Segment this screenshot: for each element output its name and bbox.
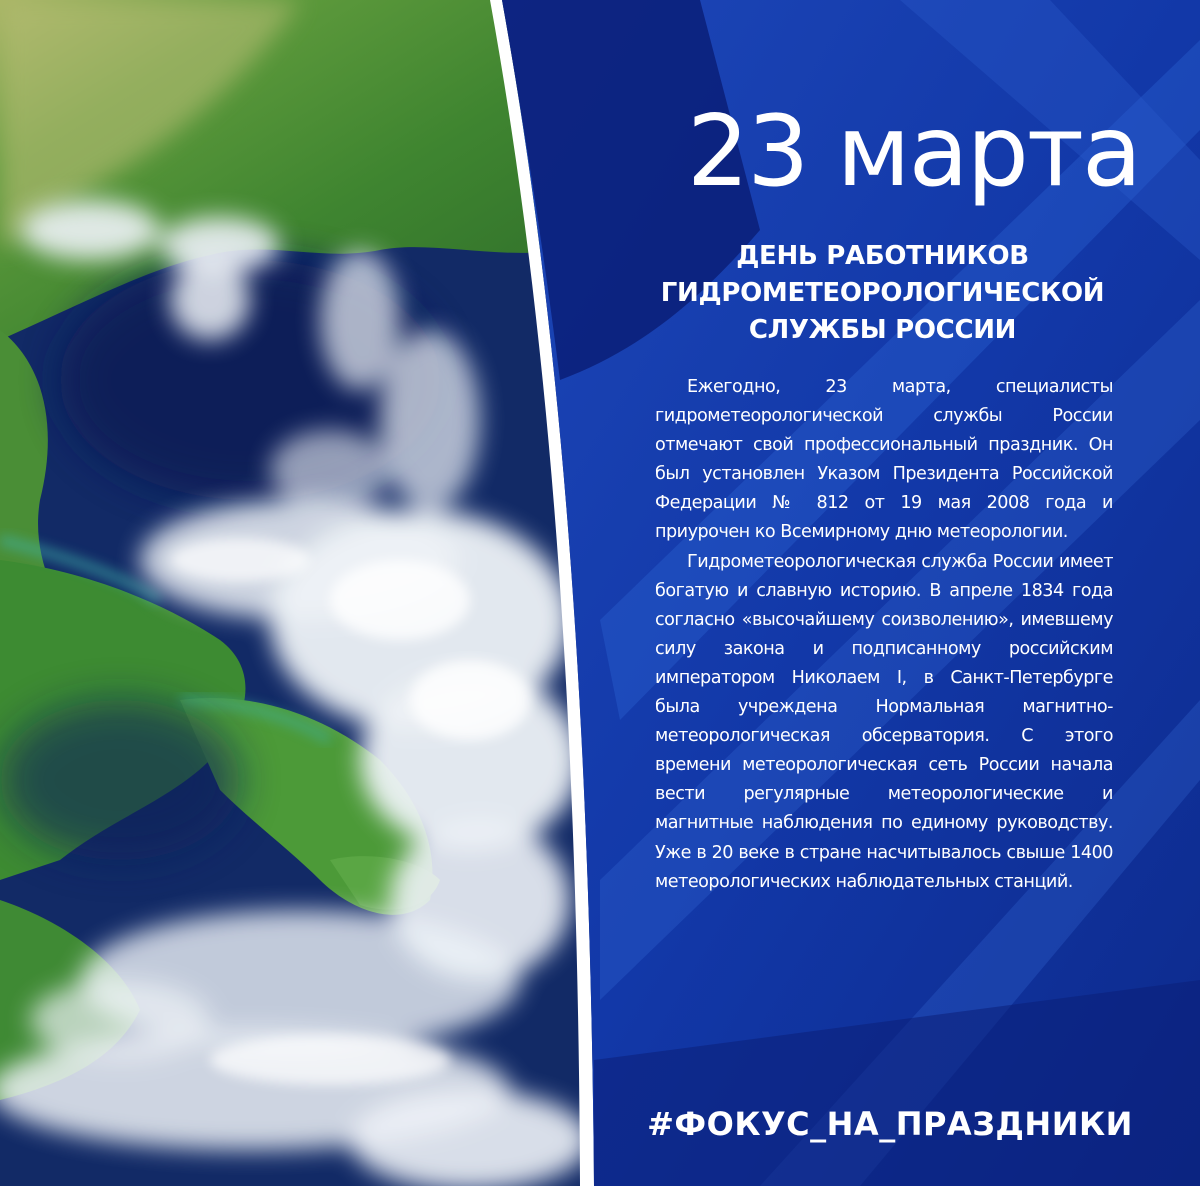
paragraph-1: Ежегодно, 23 марта, специалисты гидрометеорологической службы России отмечают свой профессиональный праздник. Он был установлен Указом Президента Российской Федерации № 812 от 19 мая 2008 года и приурочен ко Всемирному дню метеорологии. (655, 377, 1113, 543)
body-text (655, 373, 1113, 897)
hashtag: #ФОКУС_НА_ПРАЗДНИКИ (647, 1105, 1133, 1143)
holiday-title: ДЕНЬ РАБОТНИКОВ ГИДРОМЕТЕОРОЛОГИЧЕСКОЙ СЛУЖБЫ РОССИИ (660, 241, 1105, 345)
paragraph-2: Гидрометеорологическая служба России имеет богатую и славную историю. В апреле 1834 года согласно «высочайшему соизволению», имевшему силу закона и подписанному российским императором Николаем I, в Санкт-Петербурге была учреждена Нормальная магнитно-метеорологическая обсерватория. С этого времени метеорологическая сеть России начала вести регулярные метеорологические и магнитные наблюдения по единому руководству. Уже в 20 веке в стране насчитывалось свыше 1400 метеорологических наблюдательных станций. (655, 551, 1113, 892)
date-title: 23 марта (686, 95, 1140, 209)
